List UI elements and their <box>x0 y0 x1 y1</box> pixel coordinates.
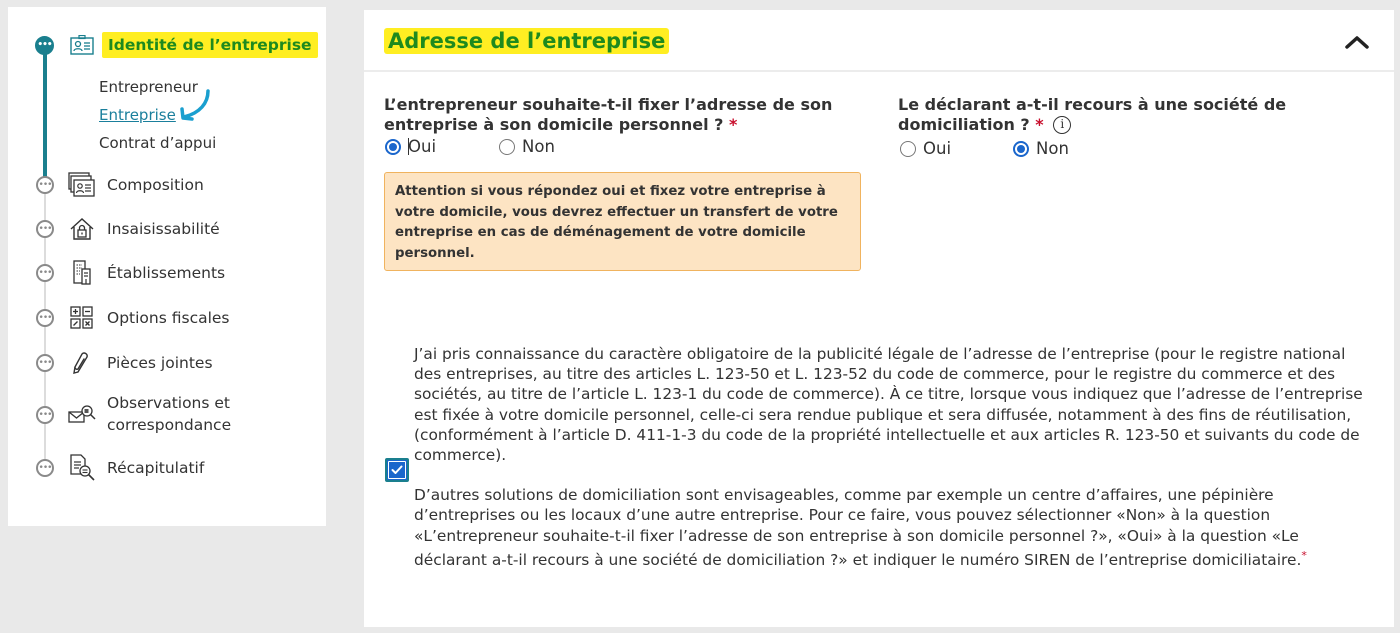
radio-domicile-non[interactable] <box>499 137 555 156</box>
buildings-icon <box>68 260 96 286</box>
id-card-icon <box>68 32 96 58</box>
step-status-dot: ••• <box>36 406 54 424</box>
consent-paragraph-2-text: D’autres solutions de domiciliation sont envisageables, comme par exemple un centre d’affaires, une pépinière d’entreprises ou les locaux d’une autre entreprise. Pour ce faire, vous pouvez sélectionner «Non» à la question «L’entrepreneur souhaite-t-il fixer l’adresse de son entreprise à son domicile personnel ?», «Oui» à la question «Le déclarant a-t-il recours à une société de domiciliation ?» et indiquer le numéro SIREN de l’entreprise domiciliataire. <box>414 486 1302 569</box>
step-identite[interactable] <box>8 33 326 57</box>
radio-button[interactable] <box>900 141 916 157</box>
collapse-button[interactable] <box>1342 30 1372 54</box>
chevron-up-icon <box>1345 35 1369 49</box>
step-insaisissabilite[interactable] <box>8 216 326 242</box>
required-marker: * <box>728 115 738 134</box>
required-marker: * <box>1035 115 1044 134</box>
radio-domicile-oui[interactable] <box>385 137 499 156</box>
radio-label: Non <box>1036 139 1069 158</box>
substep-entrepreneur[interactable]: Entrepreneur <box>99 78 198 96</box>
checkbox-box <box>388 461 406 479</box>
step-pieces-jointes[interactable] <box>8 350 326 376</box>
substep-entreprise[interactable]: Entreprise <box>99 106 176 124</box>
radio-label: Oui <box>408 137 437 156</box>
required-marker: * <box>1301 548 1307 562</box>
radio-domiciliation-oui[interactable] <box>900 139 1013 158</box>
step-label: Pièces jointes <box>107 354 213 372</box>
consent-paragraph-2 <box>414 485 1374 570</box>
step-label: Récapitulatif <box>107 459 205 477</box>
step-label <box>107 392 231 436</box>
step-status-dot-active: ••• <box>35 36 54 55</box>
step-label-line1: Observations et <box>107 394 231 412</box>
step-status-dot: ••• <box>36 220 54 238</box>
address-section-panel <box>364 10 1394 627</box>
checkmark-icon <box>391 465 403 475</box>
consent-checkbox[interactable] <box>385 458 409 482</box>
question-line1: Le déclarant a-t-il recours à une société de <box>898 95 1287 114</box>
cards-icon <box>68 172 96 198</box>
step-label-line2: correspondance <box>107 416 232 434</box>
consent-text <box>414 344 1374 570</box>
step-composition[interactable] <box>8 172 326 198</box>
consent-paragraph-1: J’ai pris connaissance du caractère obligatoire de la publicité légale de l’adresse de l’entreprise (pour le registre national des entreprises, au titre des articles L. 123-50 et L. 123-52 du code de commerce, pour le registre du commerce et des sociétés, au titre de l’article L. 123-1 du code de commerce). À ce titre, lorsque vous indiquez que l’adresse de l’entreprise est fixée à votre domicile personnel, celle-ci sera rendue publique et sera diffusée, notamment à des fins de réutilisation, (conformément à l’article D. 411-1-3 du code de la propriété intellectuelle et aux articles R. 123-50 et suivants du code de commerce). <box>414 345 1363 465</box>
radio-group-domicile <box>385 137 555 156</box>
timeline-progress-line <box>43 47 47 185</box>
info-icon[interactable]: i <box>1053 116 1071 134</box>
substep-contrat-appui[interactable]: Contrat d’appui <box>99 134 217 152</box>
question-domiciliation-label <box>898 95 1378 135</box>
step-options-fiscales[interactable] <box>8 305 326 331</box>
step-etablissements[interactable] <box>8 260 326 286</box>
radio-label: Oui <box>923 139 952 158</box>
step-label: Établissements <box>107 264 226 282</box>
step-label: Identité de l’entreprise <box>102 32 318 58</box>
annotation-arrow-icon <box>178 89 214 127</box>
mail-search-icon <box>68 402 96 428</box>
section-header[interactable] <box>364 10 1394 72</box>
step-status-dot: ••• <box>36 264 54 282</box>
step-status-dot: ••• <box>36 176 54 194</box>
radio-label: Non <box>522 137 555 156</box>
step-status-dot: ••• <box>36 459 54 477</box>
progress-sidebar <box>8 7 326 526</box>
radio-group-domiciliation <box>900 139 1069 158</box>
calculator-icon <box>68 305 96 331</box>
warning-alert: Attention si vous répondez oui et fixez votre entreprise à votre domicile, vous devrez effectuer un transfert de votre entreprise en cas de déménagement de votre domicile personnel. <box>384 172 861 271</box>
question-line2: entreprise à son domicile personnel ? <box>384 115 724 134</box>
paperclip-icon <box>68 350 96 376</box>
step-label: Options fiscales <box>107 309 230 327</box>
section-title: Adresse de l’entreprise <box>384 28 669 54</box>
step-observations[interactable] <box>8 392 326 438</box>
radio-button[interactable] <box>499 139 515 155</box>
step-label: Composition <box>107 176 204 194</box>
question-line1: L’entrepreneur souhaite-t-il fixer l’adresse de son <box>384 95 833 114</box>
step-label: Insaisissabilité <box>107 220 220 238</box>
radio-domiciliation-non[interactable] <box>1013 139 1069 158</box>
question-line2: domiciliation ? <box>898 115 1030 134</box>
document-search-icon <box>68 455 96 481</box>
house-lock-icon <box>68 216 96 242</box>
radio-button-checked[interactable] <box>1013 141 1029 157</box>
step-recapitulatif[interactable] <box>8 455 326 481</box>
question-domicile-label <box>384 95 864 135</box>
radio-button-checked[interactable] <box>385 139 401 155</box>
step-status-dot: ••• <box>36 354 54 372</box>
step-status-dot: ••• <box>36 309 54 327</box>
